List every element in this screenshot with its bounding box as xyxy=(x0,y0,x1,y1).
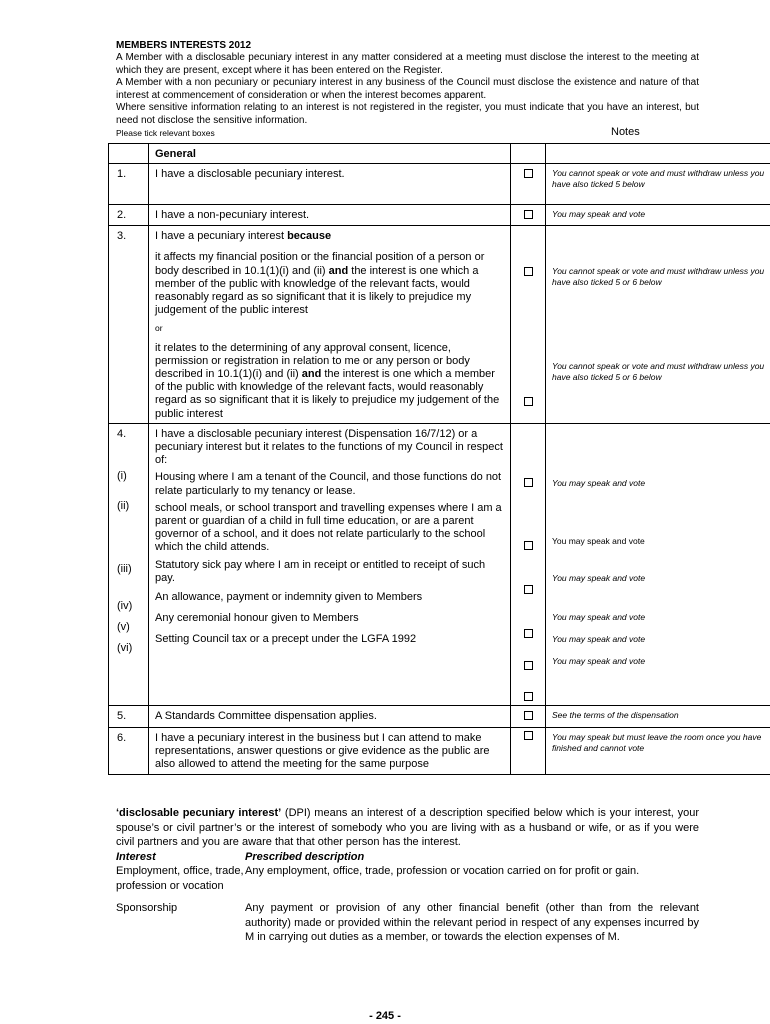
checkbox-cell[interactable] xyxy=(511,728,546,775)
option-b-and: and xyxy=(301,368,322,381)
row-note: You may speak and vote xyxy=(552,611,646,622)
dpi-text: (DPI) means an interest of a description specified below which is your interest, your spouse’s or civil partner’s or the interest of somebody who you are living with as a husband or wife, or as if you were civil partners and you are aware that that other person has the interest. xyxy=(116,807,699,848)
checkbox-cell[interactable] xyxy=(511,706,546,728)
checkbox-option-b[interactable] xyxy=(524,397,533,406)
dpi-interest-cell: Sponsorship xyxy=(116,902,178,914)
row-note: You may speak and vote xyxy=(552,535,645,546)
table-row xyxy=(109,164,770,205)
checkbox[interactable] xyxy=(524,169,533,178)
intro-paragraph-2: A Member with a non pecuniary or pecuniary interest in any business of the Council must disclose the existence and nature of that interest at commencement of consideration or when the interest becomes apparent. xyxy=(116,77,699,101)
row-3-lead-bold: because xyxy=(287,230,332,243)
row-note: You may speak and vote xyxy=(552,655,646,666)
intro-section xyxy=(116,40,699,138)
row-number: (ii) xyxy=(117,500,130,513)
page-number: - 245 - xyxy=(369,1010,401,1022)
row-note: See the terms of the dispensation xyxy=(546,706,770,728)
row-text: An allowance, payment or indemnity given to Members xyxy=(155,591,423,604)
row-number: (v) xyxy=(117,620,130,633)
option-b-text-end: the interest is one which a member of the public with knowledge of the relevant facts, would reasonably regard as so significant that it is likely to prejudice my judgement of the public interest xyxy=(155,368,500,420)
table-row-general xyxy=(109,144,770,164)
table-row xyxy=(109,706,770,728)
dpi-col-description: Prescribed description xyxy=(245,850,365,863)
checkbox-cell[interactable] xyxy=(511,164,546,205)
checkbox[interactable] xyxy=(524,692,533,701)
checkbox[interactable] xyxy=(524,731,533,740)
checkbox[interactable] xyxy=(524,629,533,638)
row-note: You may speak and vote xyxy=(546,205,770,226)
dpi-interest-cell: Employment, office, trade, profession or vocation xyxy=(116,865,244,892)
empty-cell xyxy=(511,144,546,164)
row-number: (vi) xyxy=(117,642,133,655)
row-number: 3. xyxy=(109,226,149,424)
row-3-notes xyxy=(546,226,770,424)
notes-heading: Notes xyxy=(611,126,640,138)
row-text: I have a non-pecuniary interest. xyxy=(149,205,511,226)
checkbox-option-a[interactable] xyxy=(524,267,533,276)
row-number: 2. xyxy=(109,205,149,226)
row-text: A Standards Committee dispensation applies. xyxy=(149,706,511,728)
document-title: MEMBERS INTERESTS 2012 xyxy=(116,40,252,51)
row-note: You cannot speak or vote and must withdraw unless you have also ticked 5 or 6 below xyxy=(552,361,765,383)
intro-paragraph-1: A Member with a disclosable pecuniary interest in any matter considered at a meeting must disclose the interest to the meeting at which they are present, except where it has been entered on the Register. xyxy=(116,52,699,76)
row-number: 1. xyxy=(109,164,149,205)
row-note: You may speak and vote xyxy=(552,477,646,488)
row-text: I have a disclosable pecuniary interest (Dispensation 16/7/12) or a pecuniary interest but it relates to the functions of my Council in respect of: xyxy=(155,427,503,467)
dpi-term: ‘disclosable pecuniary interest’ xyxy=(116,807,282,819)
row-4-numbers xyxy=(109,423,149,705)
row-number: (iii) xyxy=(117,563,132,576)
row-3-lead-text: I have a pecuniary interest xyxy=(155,230,288,243)
interests-table xyxy=(108,143,770,775)
checkbox[interactable] xyxy=(524,661,533,670)
checkbox[interactable] xyxy=(524,711,533,720)
general-heading: General xyxy=(149,144,511,164)
checkbox[interactable] xyxy=(524,478,533,487)
tick-instruction xyxy=(116,128,699,138)
row-number: 5. xyxy=(109,706,149,728)
checkbox-cell[interactable] xyxy=(511,226,546,424)
tick-instruction-text: Please tick relevant boxes xyxy=(116,128,215,138)
row-note: You cannot speak or vote and must withdraw unless you have also ticked 5 below xyxy=(546,164,770,205)
row-number: (iv) xyxy=(117,599,133,612)
dpi-definition xyxy=(116,806,699,850)
row-number: 6. xyxy=(109,728,149,775)
checkbox[interactable] xyxy=(524,541,533,550)
dpi-col-interest: Interest xyxy=(116,850,156,863)
dpi-description-cell: Any payment or provision of any other financial benefit (other than from the relevant authority) made or provided within the relevant period in respect of any expenses incurred by M in carrying out duties as a member, or towards the election expenses of M. xyxy=(245,902,699,943)
row-3-option-b xyxy=(155,342,504,421)
option-a-text: it affects my financial position or the financial position of a person or body described in 10.1(1)(i) and (ii) xyxy=(155,251,485,277)
row-note: You may speak and vote xyxy=(552,633,646,644)
table-row xyxy=(109,226,770,424)
checkbox[interactable] xyxy=(524,585,533,594)
row-note: You may speak and vote xyxy=(552,572,646,583)
option-a-text-end: the interest is one which a member of the public with knowledge of the relevant facts, would reasonably regard as so significant that it is likely to prejudice my judgement of the public interest xyxy=(155,264,479,317)
row-text: Setting Council tax or a precept under the LGFA 1992 xyxy=(155,633,417,646)
table-row xyxy=(109,205,770,226)
dpi-table xyxy=(116,850,699,945)
row-number: 4. xyxy=(117,427,127,440)
empty-cell xyxy=(546,144,770,164)
row-text-3 xyxy=(149,226,511,424)
table-row xyxy=(109,728,770,775)
option-a-and: and xyxy=(328,264,349,277)
empty-cell xyxy=(109,144,149,164)
checkbox-cell[interactable] xyxy=(511,205,546,226)
row-4-texts xyxy=(149,423,511,705)
table-row-4 xyxy=(109,423,770,705)
row-text: Statutory sick pay where I am in receipt or entitled to receipt of such pay. xyxy=(155,558,486,584)
row-text: school meals, or school transport and travelling expenses where I am a parent or guardian of a child in full time education, or are a parent governor of a school, and it does not relate particularly to the school which the child attends. xyxy=(155,501,502,554)
option-b-text: it relates to the determining of any approval consent, licence, permission or registration in relation to me or any person or body described in 10.1(1)(i) and (ii) xyxy=(155,341,470,381)
dpi-definition-section xyxy=(116,806,699,945)
dpi-description-cell: Any employment, office, trade, profession or vocation carried on for profit or gain. xyxy=(245,865,640,877)
row-3-option-a xyxy=(155,251,504,317)
row-number: (i) xyxy=(117,470,127,483)
checkbox[interactable] xyxy=(524,210,533,219)
row-text: I have a pecuniary interest in the business but I can attend to make representations, answer questions or give evidence as the public are also allowed to attend the meeting for the same purpose xyxy=(149,728,511,775)
row-text: Housing where I am a tenant of the Council, and those functions do not relate particularly to my tenancy or lease. xyxy=(155,471,502,497)
row-note: You cannot speak or vote and must withdraw unless you have also ticked 5 or 6 below xyxy=(552,266,765,288)
row-3-or: or xyxy=(155,323,163,334)
row-text: I have a disclosable pecuniary interest. xyxy=(149,164,511,205)
row-text: Any ceremonial honour given to Members xyxy=(155,612,359,625)
row-note: You may speak but must leave the room once you have finished and cannot vote xyxy=(546,728,770,775)
row-3-lead xyxy=(155,230,504,243)
row-4-notes xyxy=(546,423,770,705)
row-4-checkboxes[interactable] xyxy=(511,423,546,705)
intro-paragraph-3: Where sensitive information relating to an interest is not registered in the register, you must indicate that you have an interest, but need not disclose the sensitive information. xyxy=(116,102,699,126)
